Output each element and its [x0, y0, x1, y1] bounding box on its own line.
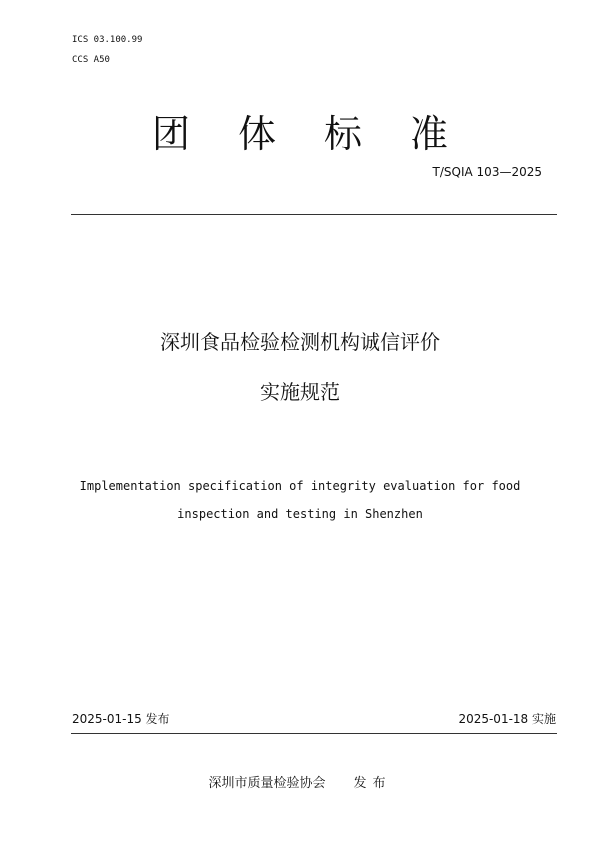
issuer-action: 发布: [353, 776, 392, 791]
chinese-title-line-2: 实施规范: [260, 380, 340, 404]
document-type-heading: 团体标准: [151, 112, 496, 156]
standard-number: T/SQIA 103—2025: [432, 165, 542, 179]
publish-date: 2025-01-15 发布: [72, 712, 170, 726]
english-title-line-2: inspection and testing in Shenzhen: [177, 507, 423, 521]
ics-code: ICS 03.100.99: [72, 35, 143, 45]
issuer-name: 深圳市质量检验协会: [208, 776, 326, 791]
ccs-code: CCS A50: [72, 55, 110, 65]
english-title-line-1: Implementation specification of integrity evaluation for food: [79, 479, 521, 493]
issuer-line: [0, 772, 600, 791]
english-title: [0, 472, 600, 528]
chinese-title: [0, 317, 600, 417]
implementation-date: 2025-01-18 实施: [458, 712, 556, 726]
bottom-divider: [71, 733, 557, 734]
classification-codes: [72, 30, 142, 70]
top-divider: [71, 214, 557, 215]
chinese-title-line-1: 深圳食品检验检测机构诚信评价: [160, 330, 440, 354]
